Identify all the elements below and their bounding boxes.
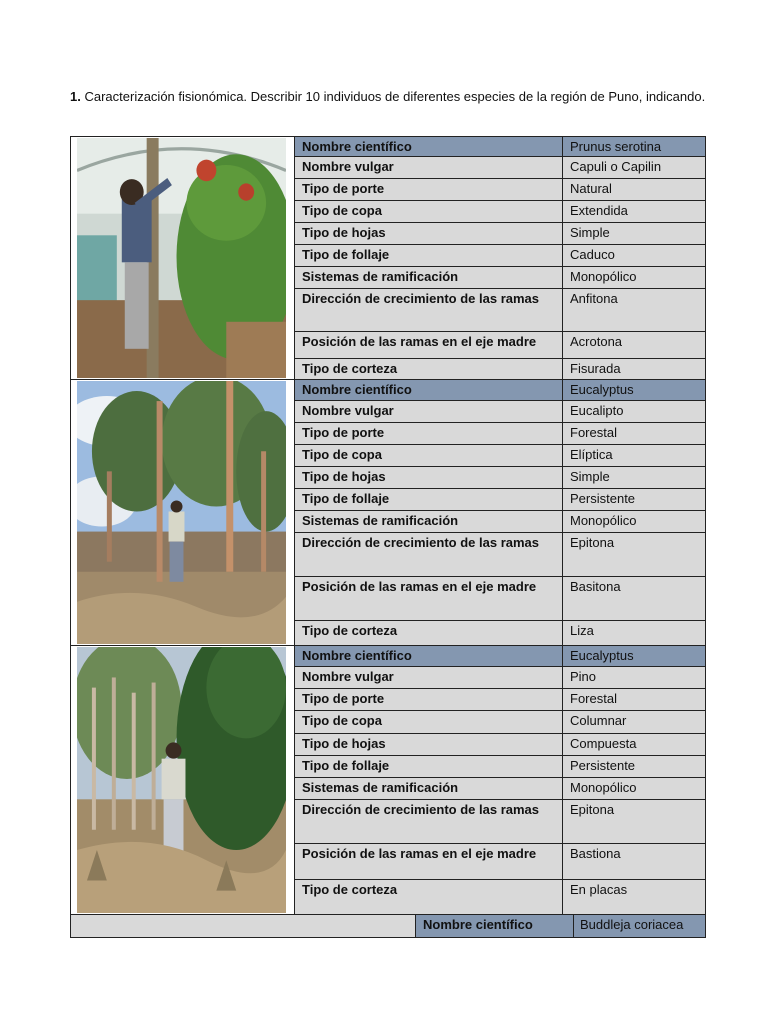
table-row xyxy=(295,646,705,667)
table-row xyxy=(295,245,705,267)
row-label: Posición de las ramas en el eje madre xyxy=(295,844,563,879)
table-row xyxy=(295,179,705,201)
pine-forest-photo xyxy=(77,647,286,913)
table-row xyxy=(295,467,705,489)
table-row xyxy=(295,667,705,689)
row-value: Monopólico xyxy=(563,267,705,288)
table-row xyxy=(295,734,705,756)
row-label: Tipo de copa xyxy=(295,711,563,733)
table-row xyxy=(295,756,705,778)
row-value: Bastiona xyxy=(563,844,705,879)
row-label: Dirección de crecimiento de las ramas xyxy=(295,289,563,331)
table-row xyxy=(295,289,705,332)
row-value: Prunus serotina xyxy=(563,137,705,156)
row-label: Tipo de corteza xyxy=(295,621,563,645)
attributes-table xyxy=(295,137,705,379)
row-value: Simple xyxy=(563,467,705,488)
row-value: Liza xyxy=(563,621,705,645)
table-row xyxy=(295,445,705,467)
row-label: Tipo de follaje xyxy=(295,489,563,510)
row-label: Tipo de hojas xyxy=(295,223,563,244)
row-value: Epitona xyxy=(563,533,705,576)
table-row xyxy=(295,332,705,359)
table-row xyxy=(295,689,705,711)
table-row xyxy=(295,401,705,423)
intro-paragraph xyxy=(70,86,710,107)
row-value: Columnar xyxy=(563,711,705,733)
row-value: Capuli o Capilin xyxy=(563,157,705,178)
row-label: Nombre científico xyxy=(295,137,563,156)
photo-cell xyxy=(71,137,295,379)
row-label: Dirección de crecimiento de las ramas xyxy=(295,533,563,576)
row-value: Extendida xyxy=(563,201,705,222)
photo-cell xyxy=(71,380,295,645)
row-value: Anfitona xyxy=(563,289,705,331)
table-row xyxy=(295,157,705,179)
row-value: Basitona xyxy=(563,577,705,620)
row-label: Nombre vulgar xyxy=(295,667,563,688)
row-value: Eucalipto xyxy=(563,401,705,422)
table-row xyxy=(295,137,705,157)
row-value: Monopólico xyxy=(563,778,705,799)
next-entry-row xyxy=(71,915,705,937)
row-label: Tipo de corteza xyxy=(295,880,563,914)
row-label: Posición de las ramas en el eje madre xyxy=(295,332,563,358)
row-label: Nombre científico xyxy=(295,380,563,400)
species-entry xyxy=(71,137,705,380)
table-row xyxy=(295,359,705,379)
table-row xyxy=(295,223,705,245)
row-label: Tipo de porte xyxy=(295,689,563,710)
table-row xyxy=(295,201,705,223)
row-label: Posición de las ramas en el eje madre xyxy=(295,577,563,620)
row-value: Compuesta xyxy=(563,734,705,755)
row-label: Tipo de corteza xyxy=(295,359,563,379)
row-label: Tipo de hojas xyxy=(295,734,563,755)
table-row xyxy=(295,423,705,445)
row-label: Sistemas de ramificación xyxy=(295,267,563,288)
item-number: 1. xyxy=(70,89,81,104)
row-value: Epitona xyxy=(563,800,705,843)
greenhouse-tree-photo xyxy=(77,138,286,378)
row-label: Nombre científico xyxy=(416,915,574,937)
table-row xyxy=(295,800,705,844)
row-label: Tipo de follaje xyxy=(295,756,563,777)
species-table xyxy=(70,136,706,938)
row-value: Elíptica xyxy=(563,445,705,466)
row-value: Caduco xyxy=(563,245,705,266)
attributes-table xyxy=(295,646,705,914)
row-label: Tipo de porte xyxy=(295,179,563,200)
row-value: En placas xyxy=(563,880,705,914)
row-value: Natural xyxy=(563,179,705,200)
intro-text: Caracterización fisionómica. Describir 10 individuos de diferentes especies de la región de Puno, indicando. xyxy=(84,89,706,104)
row-label: Tipo de copa xyxy=(295,201,563,222)
row-value: Forestal xyxy=(563,689,705,710)
row-label: Sistemas de ramificación xyxy=(295,778,563,799)
table-row xyxy=(295,844,705,880)
row-label: Dirección de crecimiento de las ramas xyxy=(295,800,563,843)
table-row xyxy=(295,880,705,914)
row-label: Nombre vulgar xyxy=(295,401,563,422)
table-row xyxy=(295,489,705,511)
table-row xyxy=(295,380,705,401)
row-value: Persistente xyxy=(563,489,705,510)
row-value: Acrotona xyxy=(563,332,705,358)
species-entry xyxy=(71,646,705,915)
attributes-table xyxy=(295,380,705,645)
row-value: Eucalyptus xyxy=(563,380,705,400)
row-label: Tipo de follaje xyxy=(295,245,563,266)
row-label: Tipo de hojas xyxy=(295,467,563,488)
row-value: Fisurada xyxy=(563,359,705,379)
row-value: Forestal xyxy=(563,423,705,444)
eucalyptus-hillside-photo xyxy=(77,381,286,644)
table-row xyxy=(295,267,705,289)
row-value: Persistente xyxy=(563,756,705,777)
table-row xyxy=(295,577,705,621)
row-value: Buddleja coriacea xyxy=(574,915,705,937)
row-label: Nombre vulgar xyxy=(295,157,563,178)
table-row xyxy=(295,621,705,645)
row-label: Sistemas de ramificación xyxy=(295,511,563,532)
row-label: Tipo de copa xyxy=(295,445,563,466)
row-label: Tipo de porte xyxy=(295,423,563,444)
row-value: Pino xyxy=(563,667,705,688)
photo-cell xyxy=(71,646,295,914)
blank-cell xyxy=(71,915,416,937)
row-value: Monopólico xyxy=(563,511,705,532)
species-entry xyxy=(71,380,705,646)
table-row xyxy=(295,511,705,533)
table-row xyxy=(295,711,705,734)
row-label: Nombre científico xyxy=(295,646,563,666)
row-value: Simple xyxy=(563,223,705,244)
table-row xyxy=(295,778,705,800)
row-value: Eucalyptus xyxy=(563,646,705,666)
table-row xyxy=(295,533,705,577)
